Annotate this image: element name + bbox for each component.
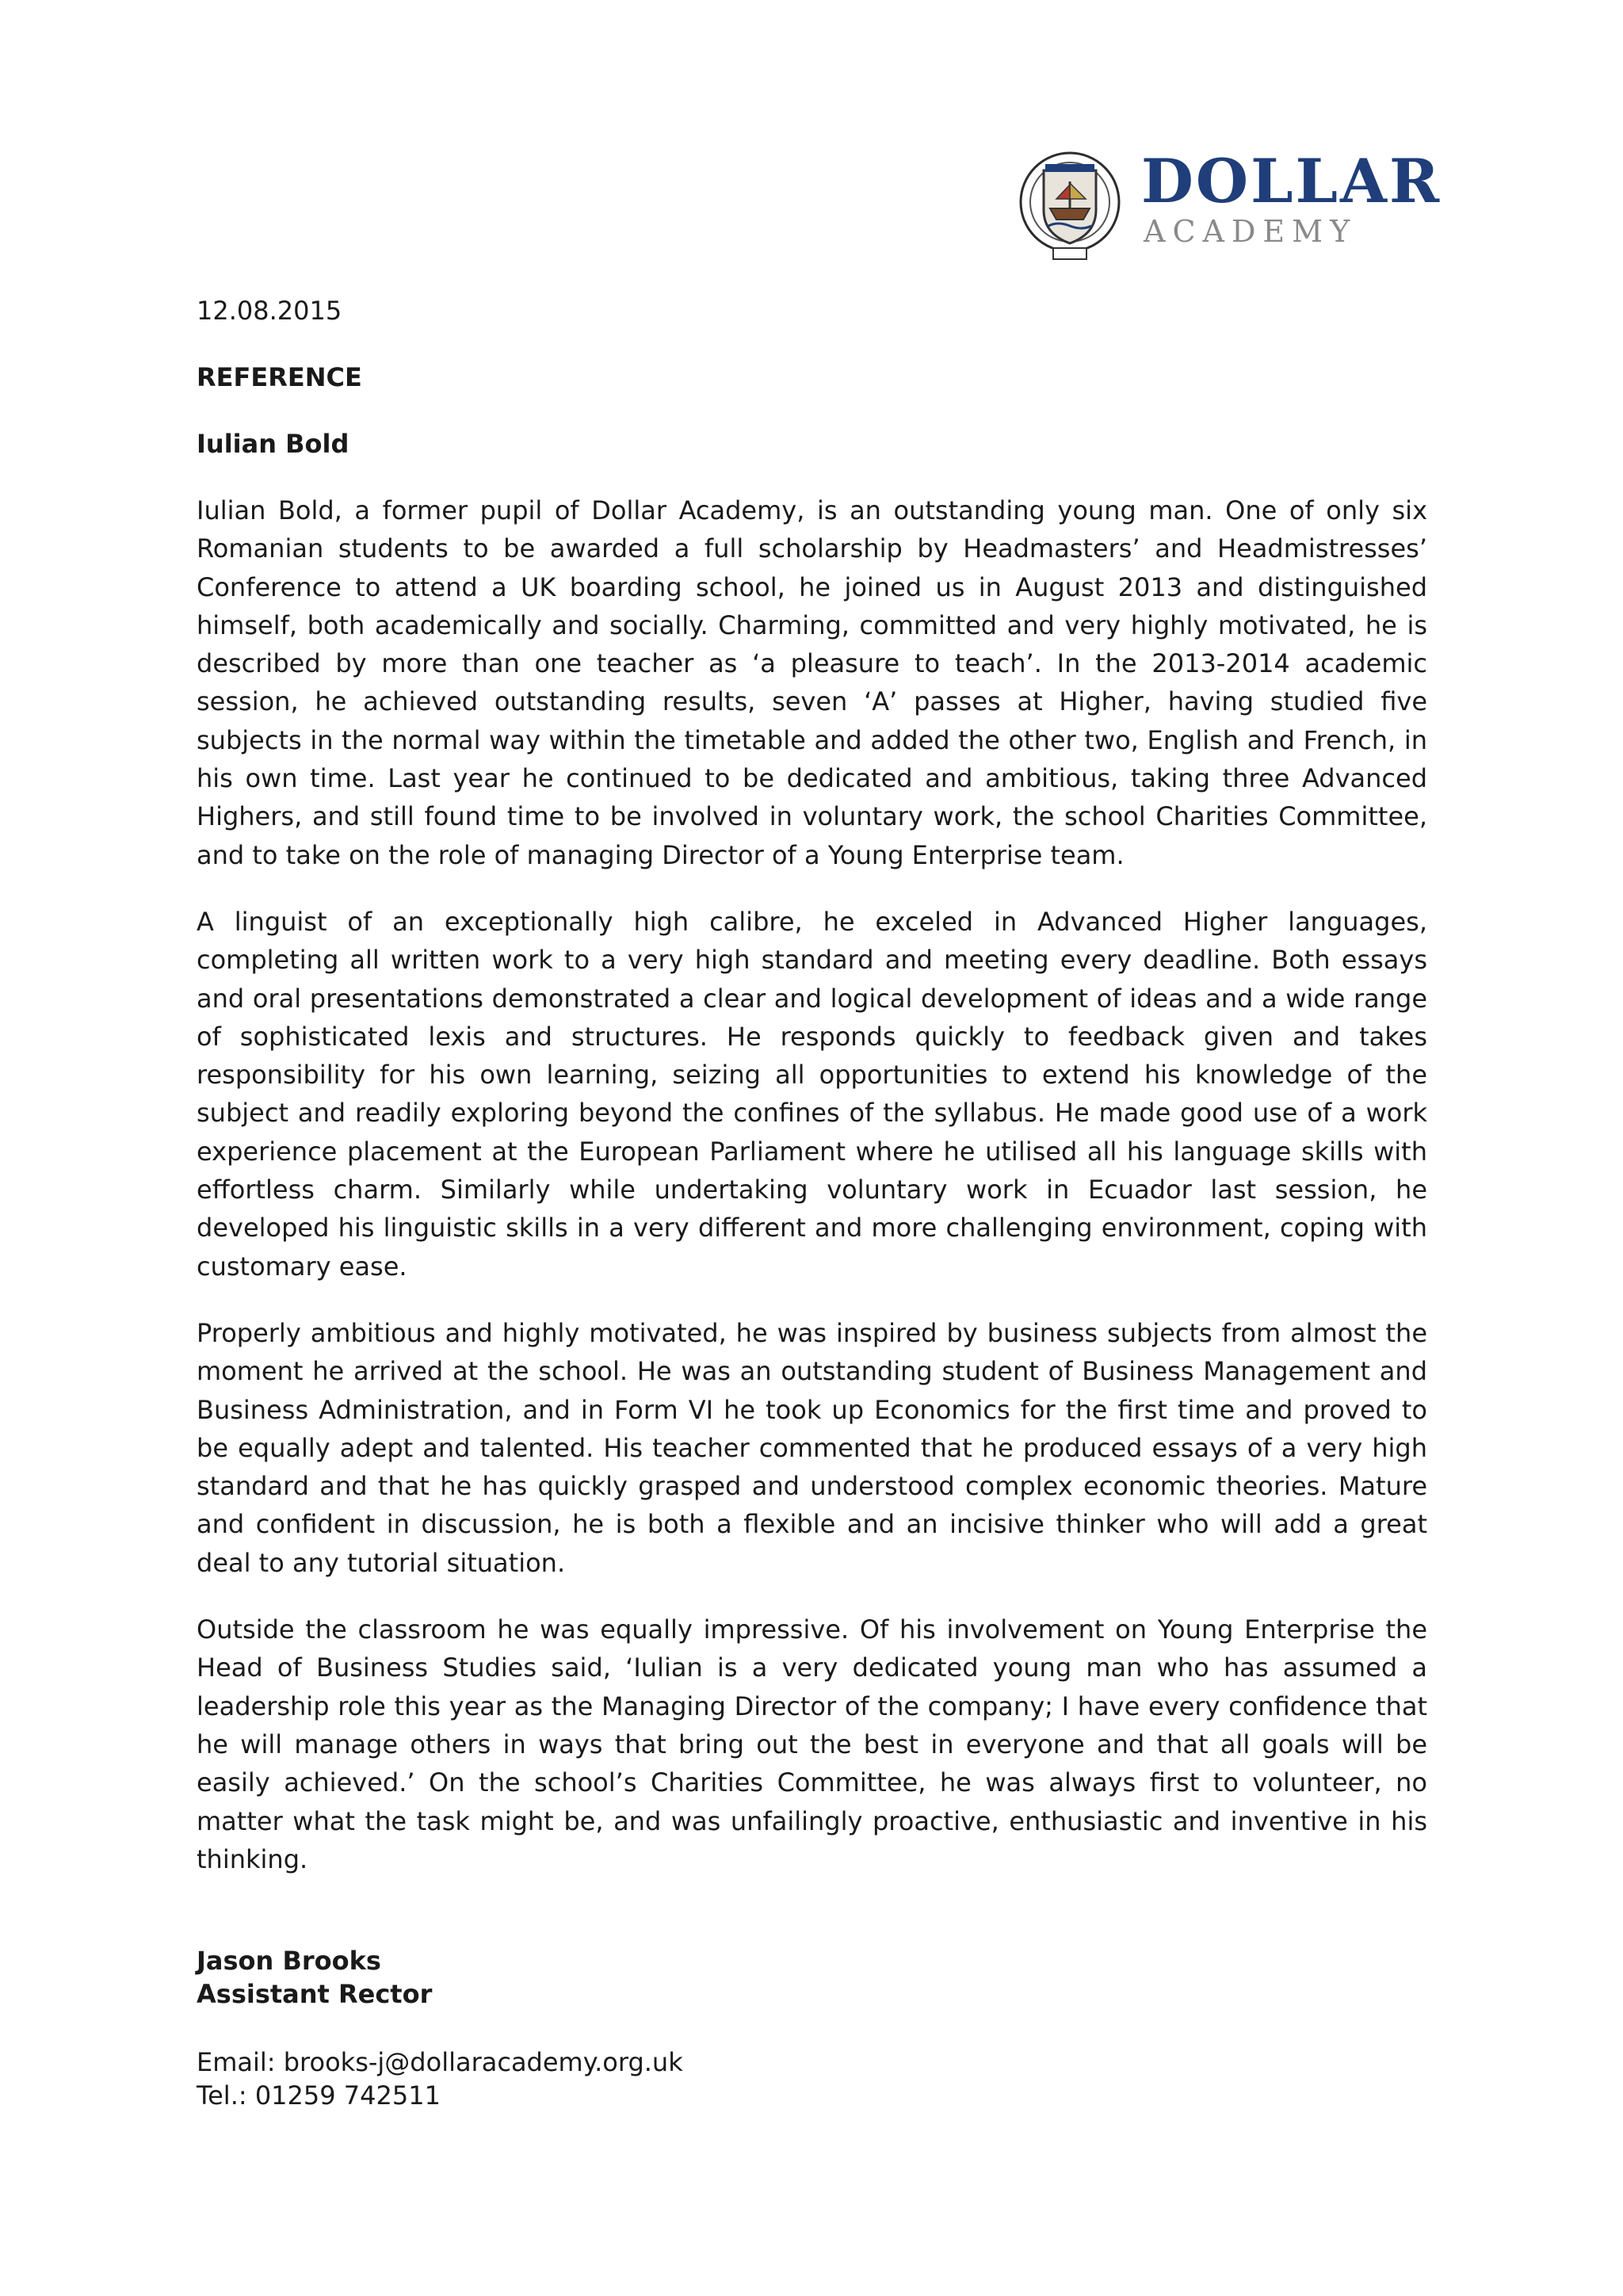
contact-email: Email: brooks-j@dollaracademy.org.uk <box>197 2047 683 2077</box>
signature-block <box>197 1944 1148 2011</box>
paragraph: Properly ambitious and highly motivated, he was inspired by business subjects from almost the moment he arrived at the school. He was an outstanding student of Business Management and Business Administration, and in Form VI he took up Economics for the first time and proved to be equally adept and talented. His teacher commented that he produced essays of a very high standard and that he has quickly grasped and understood complex economic theories. Mature and confident in discussion, he is both a flexible and an incisive thinker who will add a great deal to any tutorial situation. <box>197 1317 1427 1578</box>
logo-subtitle: ACADEMY <box>1144 214 1358 249</box>
signatory-name: Jason Brooks <box>197 1946 381 1976</box>
letter-heading: REFERENCE <box>197 362 362 392</box>
school-logo <box>1010 146 1442 266</box>
paragraph: A linguist of an exceptionally high calibre, he exceled in Advanced Higher languages, completing all written work to a very high standard and meeting every deadline. Both essays and oral presentations demonstrated a clear and logical development of ideas and a wide range of sophisticated lexis and structures. He responds quickly to feedback given and takes responsibility for his own learning, seizing all opportunities to extend his knowledge of the subject and readily exploring beyond the confines of the syllabus. He made good use of a work experience placement at the European Parliament where he utilised all his language skills with effortless charm. Similarly while undertaking voluntary work in Ecuador last session, he developed his linguistic skills in a very different and more challenging environment, coping with customary ease. <box>197 906 1427 1282</box>
paragraph: Iulian Bold, a former pupil of Dollar Academy, is an outstanding young man. One of only six Romanian students to be awarded a full scholarship by Headmasters’ and Headmistresses’ Conference to attend a UK boarding school, he joined us in August 2013 and distinguished himself, both academically and socially. Charming, committed and very highly motivated, he is described by more than one teacher as ‘a pleasure to teach’. In the 2013-2014 academic session, he achieved outstanding results, seven ‘A’ passes at Higher, having studied five subjects in the normal way within the timetable and added the other two, English and French, in his own time. Last year he continued to be dedicated and ambitious, taking three Advanced Highers, and still found time to be involved in voluntary work, the school Charities Committee, and to take on the role of managing Director of a Young Enterprise team. <box>197 495 1427 870</box>
school-crest-icon <box>1010 147 1129 266</box>
signatory-title: Assistant Rector <box>197 1979 433 2009</box>
student-name: Iulian Bold <box>197 429 349 459</box>
letter-date: 12.08.2015 <box>197 296 342 326</box>
letter-body <box>197 292 1427 1907</box>
logo-wordmark: DOLLAR <box>1141 146 1442 216</box>
paragraph: Outside the classroom he was equally impressive. Of his involvement on Young Enterprise the Head of Business Studies said, ‘Iulian is a very dedicated young man who has assumed a leadership role this year as the Managing Director of the company; I have every confidence that he will manage others in ways that bring out the best in everyone and that all goals will be easily achieved.’ On the school’s Charities Committee, he was always first to volunteer, no matter what the task might be, and was unfailingly proactive, enthusiastic and inventive in his thinking. <box>197 1614 1427 1874</box>
contact-block <box>197 2046 1148 2112</box>
contact-phone: Tel.: 01259 742511 <box>197 2080 441 2111</box>
